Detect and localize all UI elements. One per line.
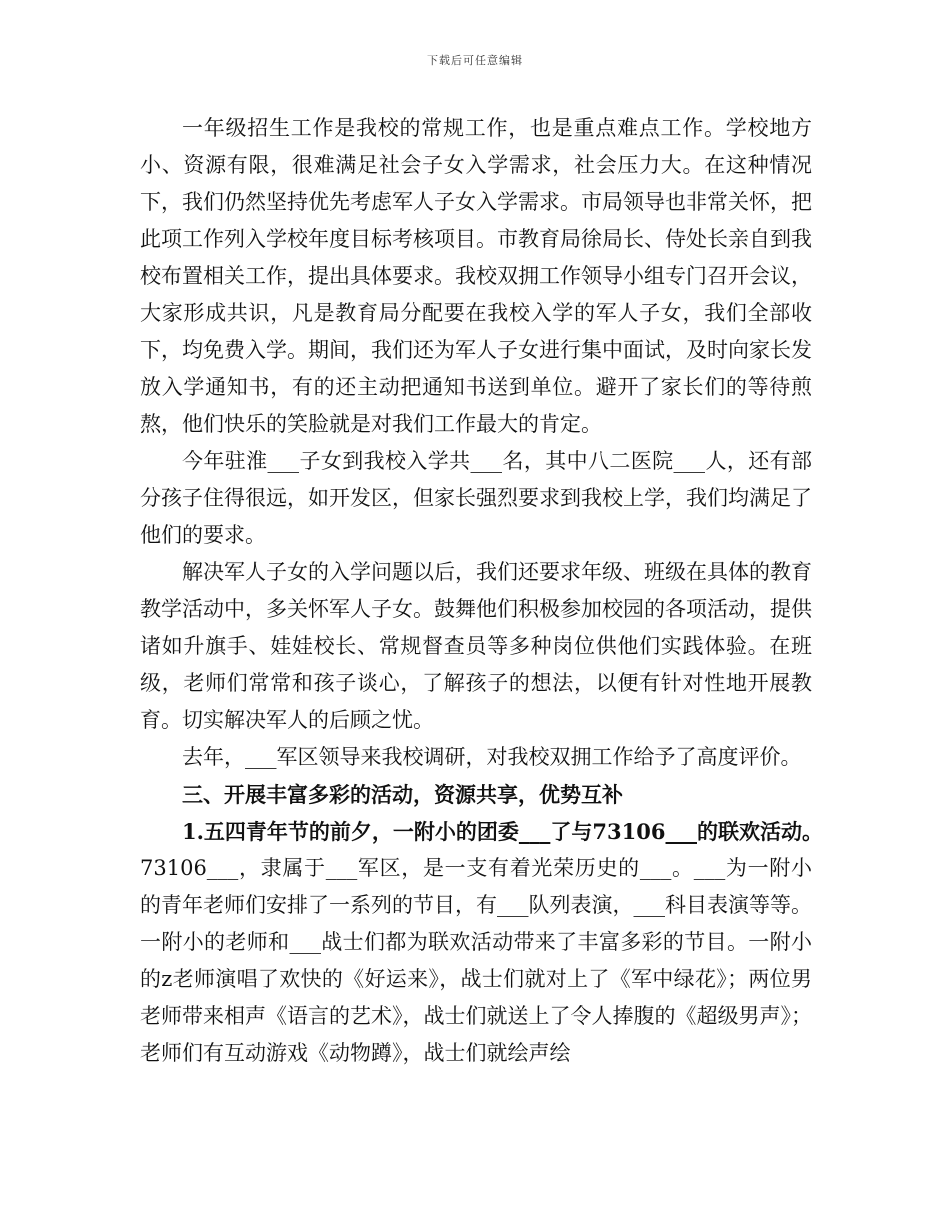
- paragraph-evaluation: 去年，___军区领导来我校调研，对我校双拥工作给予了高度评价。: [182, 745, 802, 769]
- paragraph-enrollment: 一年级招生工作是我校的常规工作，也是重点难点工作。学校地方小、资源有限，很难满足社会子女入学需求，社会压力大。在这种情况下，我们仍然坚持优先考虑军人子女入学需求。市局领导也非常关怀，把此项工作列入学校年度目标考核项目。市教育局徐局长、侍处长亲自到我校布置相关工作，提出具体要求。我校双拥工作领导小组专门召开会议，大家形成共识，凡是教育局分配要在我校入学的军人子女，我们全部收下，均免费入学。期间，我们还为军人子女进行集中面试，及时向家长发放入学通知书，有的还主动把通知书送到单位。避开了家长们的等待煎熬，他们快乐的笑脸就是对我们工作最大的肯定。: [140, 116, 812, 436]
- document-body: [140, 110, 823, 1072]
- paragraph-enrollment-count: 今年驻淮___子女到我校入学共___名，其中八二医院___人，还有部分孩子住得很远，如开发区，但家长强烈要求到我校上学，我们均满足了他们的要求。: [140, 449, 812, 547]
- section-heading-3: 三、开展丰富多彩的活动，资源共享，优势互补: [182, 782, 623, 807]
- paragraph-care: 解决军人子女的入学问题以后，我们还要求年级、班级在具体的教育教学活动中，多关怀军人子女。鼓舞他们积极参加校园的各项活动，提供诸如升旗手、娃娃校长、常规督查员等多种岗位供他们实践体验。在班级，老师们常常和孩子谈心，了解孩子的想法，以便有针对性地开展教育。切实解决军人的后顾之忧。: [140, 560, 812, 732]
- subsection-heading-1: 1.五四青年节的前夕，一附小的团委___了与73106___的联欢活动。: [182, 819, 823, 844]
- paragraph-activity: 73106___，隶属于___军区，是一支有着光荣历史的___。___为一附小的青年老师们安排了一系列的节目，有___队列表演，___科目表演等等。一附小的老师和___战士们都为联欢活动带来了丰富多彩的节目。一附小的z老师演唱了欢快的《好运来》，战士们就对上了《军中绿花》；两位男老师带来相声《语言的艺术》，战士们就送上了令人捧腹的《超级男声》；老师们有互动游戏《动物蹲》，战士们就绘声绘: [140, 856, 812, 1065]
- page-header: 下载后可任意编辑: [427, 54, 523, 67]
